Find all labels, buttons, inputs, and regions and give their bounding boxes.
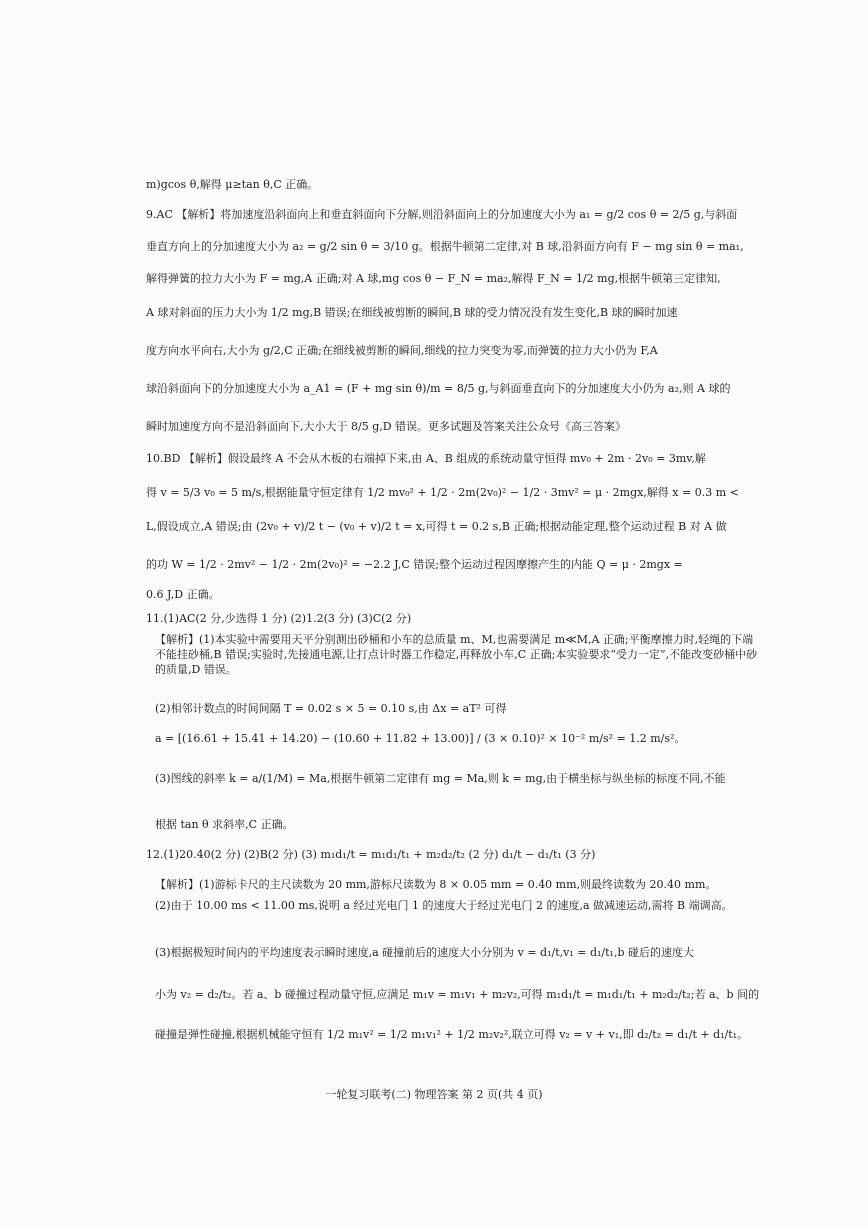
q11-analysis-3: a = [(16.61 + 15.41 + 14.20) − (10.60 + 11.82 + 13.00)] / (3 × 0.10)² × 10⁻² m/s² = 1.2 m/s²。 — [155, 732, 686, 745]
q12-analysis-2: (2)由于 10.00 ms < 11.00 ms,说明 a 经过光电门 1 的速度大于经过光电门 2 的速度,a 做减速运动,需将 B 端调高。 — [155, 899, 733, 912]
q9-line-3: 解得弹簧的拉力大小为 F = mg,A 正确;对 A 球,mg cos θ − F_N = ma₂,解得 F_N = 1/2 mg,根据牛顿第三定律知, — [146, 272, 721, 285]
page-footer: 一轮复习联考(二) 物理答案 第 2 页(共 4 页) — [325, 1088, 543, 1101]
q11-analysis-2: (2)相邻计数点的时间间隔 T = 0.02 s × 5 = 0.10 s,由 Δx = aT² 可得 — [155, 702, 507, 715]
q12-analysis-1: 【解析】(1)游标卡尺的主尺读数为 20 mm,游标尺读数为 8 × 0.05 mm = 0.40 mm,则最终读数为 20.40 mm。 — [155, 878, 717, 891]
q8-tail: m)gcos θ,解得 μ≥tan θ,C 正确。 — [146, 178, 319, 191]
q10-line-3: L,假设成立,A 错误;由 (2v₀ + v)/2 t − (v₀ + v)/2 t = x,可得 t = 0.2 s,B 正确;根据动能定理,整个运动过程 B 对 A 做 — [146, 520, 727, 533]
q11-analysis-1: 【解析】(1)本实验中需要用天平分别测出砂桶和小车的总质量 m、M,也需要满足 m≪M,A 正确;平衡摩擦力时,轻绳的下端不能挂砂桶,B 错误;实验时,先接通电源,让打点计时器工作稳定,再释放小车,C 正确;本实验要求“受力一定”,不能改变砂桶中砂的质量,D 错误。 — [155, 633, 758, 676]
q10-line-5: 0.6 J,D 正确。 — [146, 588, 220, 601]
q12-analysis-3: (3)根据极短时间内的平均速度表示瞬时速度,a 碰撞前后的速度大小分别为 v = d₁/t,v₁ = d₁/t₁,b 碰后的速度大 — [155, 946, 694, 959]
q9-line-2: 垂直方向上的分加速度大小为 a₂ = g/2 sin θ = 3/10 g。根据牛顿第二定律,对 B 球,沿斜面方向有 F − mg sin θ = ma₁, — [146, 240, 744, 253]
q11-analysis-5: 根据 tan θ 求斜率,C 正确。 — [155, 818, 294, 831]
q9-line-6: 球沿斜面向下的分加速度大小为 a_A1 = (F + mg sin θ)/m = 8/5 g,与斜面垂直向下的分加速度大小仍为 a₂,则 A 球的 — [146, 382, 731, 395]
q11-analysis-4: (3)图线的斜率 k = a/(1/M) = Ma,根据牛顿第二定律有 mg = Ma,则 k = mg,由于横坐标与纵坐标的标度不同,不能 — [155, 772, 726, 785]
q9-line-7: 瞬时加速度方向不是沿斜面向下,大小大于 8/5 g,D 错误。更多试题及答案关注公众号《高三答案》 — [146, 420, 627, 433]
q9-line-1: 9.AC 【解析】将加速度沿斜面向上和垂直斜面向下分解,则沿斜面向上的分加速度大小为 a₁ = g/2 cos θ = 2/5 g,与斜面 — [146, 208, 738, 221]
q12-head: 12.(1)20.40(2 分) (2)B(2 分) (3) m₁d₁/t = m₁d₁/t₁ + m₂d₂/t₂ (2 分) d₁/t − d₁/t₁ (3 分) — [146, 848, 596, 861]
q12-analysis-5: 碰撞是弹性碰撞,根据机械能守恒有 1/2 m₁v² = 1/2 m₁v₁² + 1/2 m₂v₂²,联立可得 v₂ = v + v₁,即 d₂/t₂ = d₁/t + d₁/t₁。 — [155, 1028, 749, 1041]
q10-line-4: 的功 W = 1/2 · 2mv² − 1/2 · 2m(2v₀)² = −2.2 J,C 错误;整个运动过程因摩擦产生的内能 Q = μ · 2mgx = — [146, 558, 683, 571]
q10-line-2: 得 v = 5/3 v₀ = 5 m/s,根据能量守恒定律有 1/2 mv₀² + 1/2 · 2m(2v₀)² − 1/2 · 3mv² = μ · 2mgx,解得 x = 0.3 m < — [146, 486, 739, 499]
q9-line-4: A 球对斜面的压力大小为 1/2 mg,B 错误;在细线被剪断的瞬间,B 球的受力情况没有发生变化,B 球的瞬时加速 — [146, 306, 678, 319]
q10-line-1: 10.BD 【解析】假设最终 A 不会从木板的右端掉下来,由 A、B 组成的系统动量守恒得 mv₀ + 2m · 2v₀ = 3mv,解 — [146, 452, 706, 465]
q9-line-5: 度方向水平向右,大小为 g/2,C 正确;在细线被剪断的瞬间,细线的拉力突变为零,而弹簧的拉力大小仍为 F,A — [146, 344, 658, 357]
q12-analysis-4: 小为 v₂ = d₂/t₂。若 a、b 碰撞过程动量守恒,应满足 m₁v = m₁v₁ + m₂v₂,可得 m₁d₁/t = m₁d₁/t₁ + m₂d₂/t₂;若 a、b 间的 — [155, 988, 760, 1001]
q11-head: 11.(1)AC(2 分,少选得 1 分) (2)1.2(3 分) (3)C(2 分) — [146, 612, 412, 625]
